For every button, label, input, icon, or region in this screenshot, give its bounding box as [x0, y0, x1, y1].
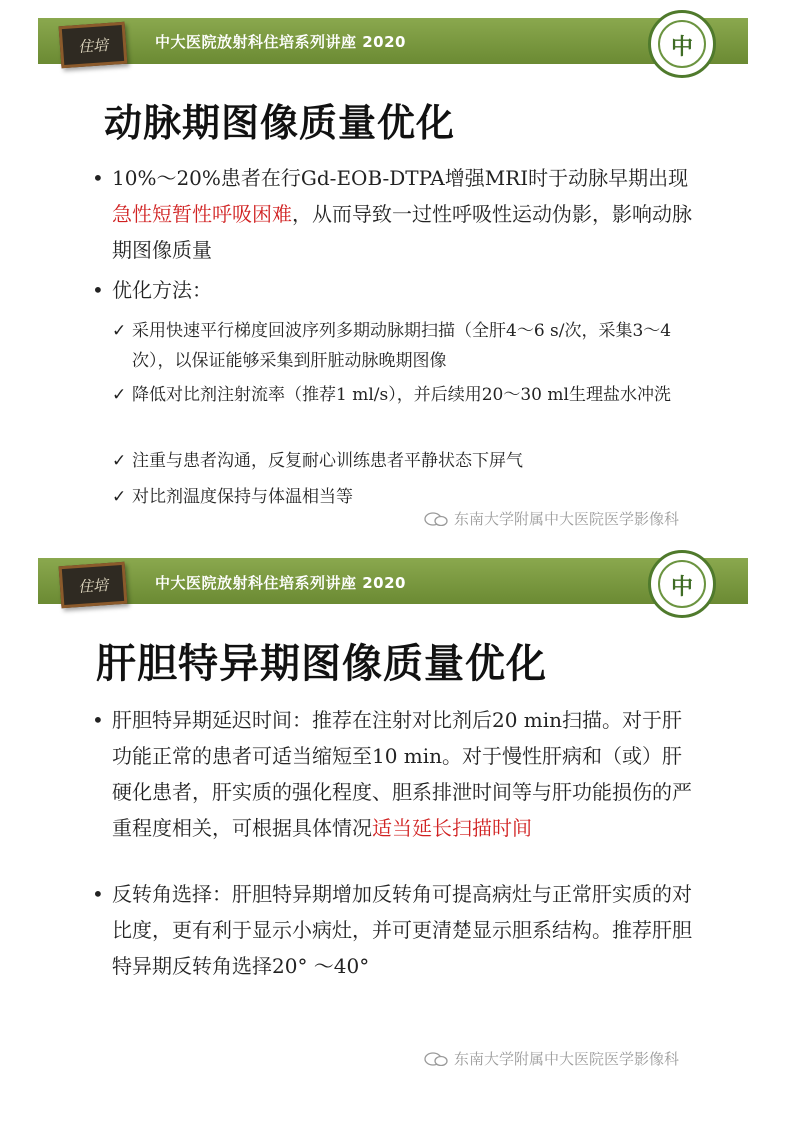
hospital-seal-icon: 中 — [648, 550, 716, 618]
checkmark-icon: ✓ — [112, 451, 127, 471]
highlight-text: 急性短暂性呼吸困难 — [112, 202, 292, 226]
bullet-dot-icon: • — [92, 278, 104, 302]
sub-item: ✓ 对比剂温度保持与体温相当等 — [132, 482, 688, 512]
bullet-item: • 10%～20%患者在行Gd-EOB-DTPA增强MRI时于动脉早期出现急性短暂性呼吸困难，从而导致一过性呼吸性运动伪影，影响动脉期图像质量 — [112, 160, 692, 268]
watermark: 东南大学附属中大医院医学影像科 — [424, 508, 679, 529]
sub-item: ✓ 采用快速平行梯度回波序列多期动脉期扫描（全肝4～6 s/次，采集3～4次），以保证能够采集到肝脏动脉晚期图像 — [132, 316, 688, 376]
highlight-text: 适当延长扫描时间 — [372, 816, 532, 840]
bullet-item: • 肝胆特异期延迟时间：推荐在注射对比剂后20 min扫描。对于肝功能正常的患者可适当缩短至10 min。对于慢性肝病和（或）肝硬化患者，肝实质的强化程度、胆系排泄时间等与肝功能损伤的严重程度相关，可根据具体情况适当延长扫描时间 — [112, 702, 696, 846]
slide-arterial-phase — [0, 0, 786, 548]
sub-item: ✓ 降低对比剂注射流率（推荐1 ml/s），并后续用20～30 ml生理盐水冲洗 — [132, 380, 688, 410]
bullet-dot-icon: • — [92, 166, 104, 190]
slide-title: 肝胆特异期图像质量优化 — [96, 641, 547, 687]
bullet-dot-icon: • — [92, 882, 104, 906]
checkmark-icon: ✓ — [112, 385, 127, 405]
wechat-icon — [424, 1052, 448, 1066]
badge-label: 住培 — [77, 575, 109, 597]
hospital-seal-icon: 中 — [648, 10, 716, 78]
checkmark-icon: ✓ — [112, 487, 127, 507]
watermark: 东南大学附属中大医院医学影像科 — [424, 1048, 679, 1069]
residency-badge — [59, 562, 128, 609]
bullet-dot-icon: • — [92, 708, 104, 732]
banner-title: 中大医院放射科住培系列讲座 2020 — [155, 33, 406, 51]
sub-item: ✓ 注重与患者沟通，反复耐心训练患者平静状态下屏气 — [132, 446, 688, 476]
bullet-item: • 优化方法： — [112, 272, 692, 308]
banner-title: 中大医院放射科住培系列讲座 2020 — [155, 574, 406, 592]
slide-hepatobiliary-phase — [0, 556, 786, 1122]
checkmark-icon: ✓ — [112, 321, 127, 341]
badge-label: 住培 — [77, 35, 109, 57]
wechat-icon — [424, 512, 448, 526]
slide-title: 动脉期图像质量优化 — [104, 101, 456, 145]
bullet-item: • 反转角选择：肝胆特异期增加反转角可提高病灶与正常肝实质的对比度，更有利于显示小病灶，并可更清楚显示胆系结构。推荐肝胆特异期反转角选择20° ～40° — [112, 876, 696, 984]
residency-badge — [59, 22, 128, 69]
